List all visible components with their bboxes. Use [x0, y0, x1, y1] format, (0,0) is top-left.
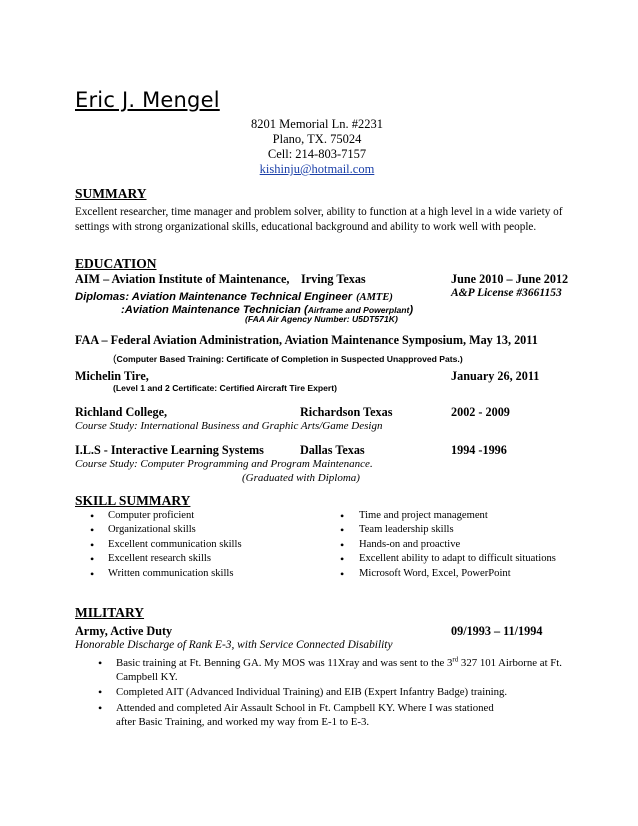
ils-title: I.L.S - Interactive Learning Systems: [75, 443, 264, 457]
skill-item: Organizational skills: [108, 524, 196, 535]
bullet-icon: •: [98, 685, 103, 699]
military-heading: MILITARY: [75, 605, 145, 620]
bullet-icon: •: [340, 538, 345, 552]
military-title: Army, Active Duty: [75, 624, 173, 638]
address-line-2: Plano, TX. 75024: [272, 132, 362, 146]
skill-item: Computer proficient: [108, 510, 195, 521]
aim-tech-label: :Aviation Maintenance Technician (: [121, 304, 308, 316]
bullet-icon: •: [90, 538, 95, 552]
skill-item: Excellent research skills: [108, 553, 211, 564]
bullet-icon: •: [340, 552, 345, 566]
faa-note-open: (: [113, 353, 117, 365]
aim-tech-close: ): [409, 304, 414, 316]
aim-dates: June 2010 – June 2012: [451, 272, 569, 286]
summary-text: Excellent researcher, time manager and problem solver, ability to function at a high level in a wide variety of settings with strong organizational skills, educational background and ability to work well with people.: [75, 206, 563, 234]
military-item: Basic training at Ft. Benning GA. My MOS was 11Xray and was sent to the 3rd 327 101 Airborne at Ft. Campbell KY.: [116, 655, 562, 683]
bullet-icon: •: [90, 523, 95, 537]
bullet-icon: •: [340, 523, 345, 537]
aim-diploma-abbr: (AMTE): [356, 292, 393, 303]
aim-faa-number: (FAA Air Agency Number: U5DT571K): [245, 314, 398, 324]
military-dates: 09/1993 – 11/1994: [451, 624, 543, 638]
richland-study: Course Study: International Business and Graphic Arts/Game Design: [75, 420, 383, 432]
email-link[interactable]: kishinju@hotmail.com: [259, 162, 375, 176]
aim-tech-detail: Airframe and Powerplant: [307, 305, 410, 315]
faa-note-text: Computer Based Training: Certificate of Completion in Suspected Unapproved Pats.): [116, 354, 463, 364]
faa-note: [113, 349, 463, 367]
military-item: Attended and completed Air Assault School in Ft. Campbell KY. Where I was stationed after Basic Training, and worked my way from E-1 to E-3.: [116, 702, 494, 728]
skills-heading: SKILL SUMMARY: [75, 493, 191, 508]
richland-title: Richland College,: [75, 405, 168, 419]
ils-study: Course Study: Computer Programming and Program Maintenance.: [75, 458, 373, 470]
skill-item: Time and project management: [359, 510, 488, 521]
aim-location: Irving Texas: [301, 272, 366, 286]
bullet-icon: •: [340, 567, 345, 581]
summary-heading: SUMMARY: [75, 186, 147, 201]
aim-school: AIM – Aviation Institute of Maintenance,: [75, 272, 290, 286]
skill-item: Written communication skills: [108, 568, 234, 579]
aim-license: A&P License #3661153: [451, 287, 562, 299]
military-discharge: Honorable Discharge of Rank E-3, with Service Connected Disability: [75, 639, 393, 651]
richland-dates: 2002 - 2009: [451, 405, 510, 419]
skill-item: Excellent communication skills: [108, 539, 242, 550]
michelin-title: Michelin Tire,: [75, 369, 149, 383]
bullet-icon: •: [98, 701, 103, 715]
bullet-icon: •: [340, 509, 345, 523]
skill-item: Hands-on and proactive: [359, 539, 461, 550]
ils-location: Dallas Texas: [300, 443, 365, 457]
michelin-note: (Level 1 and 2 Certificate: Certified Aircraft Tire Expert): [113, 383, 337, 393]
ils-graduated: (Graduated with Diploma): [242, 472, 360, 484]
phone: Cell: 214-803-7157: [267, 147, 367, 161]
aim-diploma-label: Diplomas: Aviation Maintenance Technical Engineer: [75, 291, 353, 303]
bullet-icon: •: [98, 656, 103, 670]
military-item: Completed AIT (Advanced Individual Training) and EIB (Expert Infantry Badge) training.: [116, 686, 508, 698]
faa-title: FAA – Federal Aviation Administration, Aviation Maintenance Symposium, May 13, 2011: [75, 333, 538, 347]
michelin-date: January 26, 2011: [451, 369, 540, 383]
bullet-icon: •: [90, 552, 95, 566]
resume-name: Eric J. Mengel: [75, 88, 220, 112]
skill-item: Excellent ability to adapt to difficult situations: [359, 553, 556, 564]
richland-location: Richardson Texas: [300, 405, 393, 419]
address-line-1: 8201 Memorial Ln. #2231: [251, 117, 383, 131]
skill-item: Microsoft Word, Excel, PowerPoint: [359, 568, 511, 579]
education-heading: EDUCATION: [75, 256, 157, 271]
bullet-icon: •: [90, 567, 95, 581]
ils-dates: 1994 -1996: [451, 443, 507, 457]
skill-item: Team leadership skills: [359, 524, 454, 535]
bullet-icon: •: [90, 509, 95, 523]
